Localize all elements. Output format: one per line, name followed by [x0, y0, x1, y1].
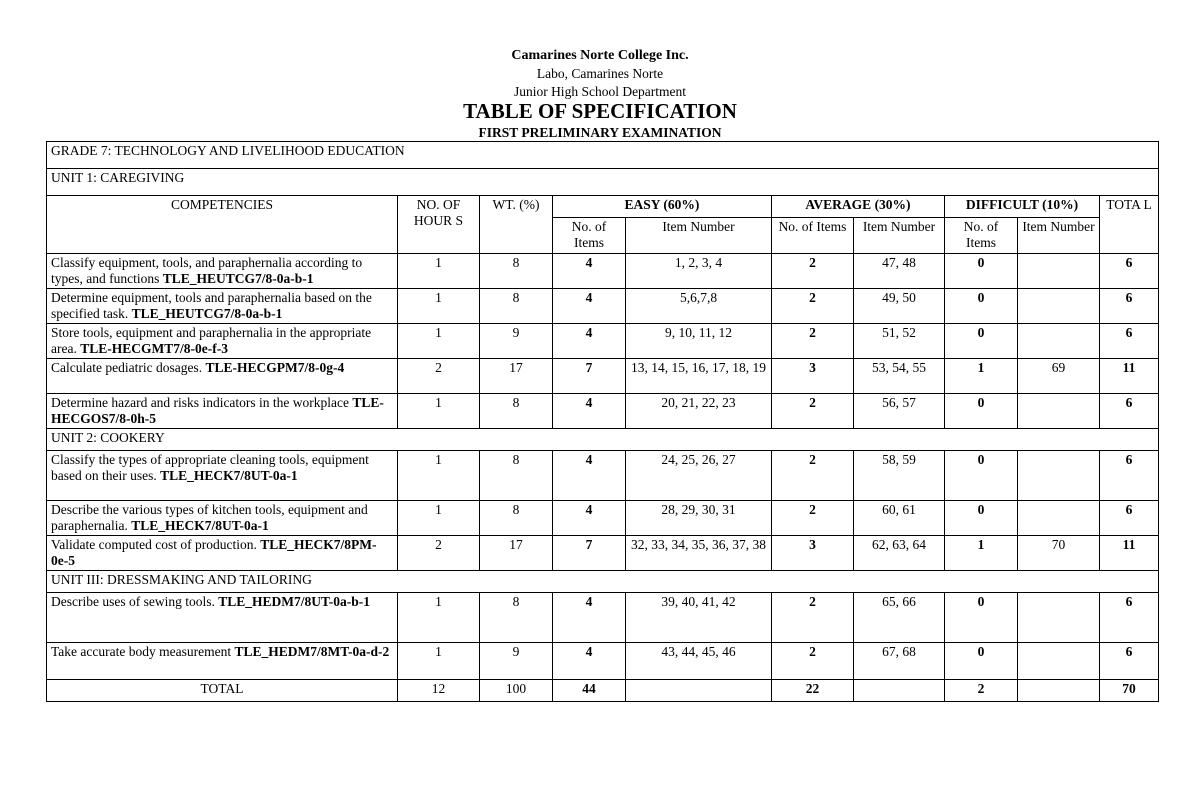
competency-text: Calculate pediatric dosages. [51, 360, 203, 375]
easy-count-cell: 4 [553, 451, 626, 501]
easy-count-cell: 4 [553, 289, 626, 324]
difficult-items-cell [1018, 394, 1100, 429]
average-items-cell: 65, 66 [854, 593, 945, 643]
easy-count-cell: 7 [553, 359, 626, 394]
col-competencies: COMPETENCIES [47, 196, 398, 254]
table-row [47, 643, 1159, 680]
competency-text: Classify the types of appropriate cleaning tools, equipment based on their uses. [51, 452, 369, 483]
difficult-count-cell: 0 [945, 394, 1018, 429]
average-count-cell: 3 [772, 536, 854, 571]
competency-code: TLE_HECK7/8UT-0a-1 [131, 518, 269, 533]
table-row [47, 254, 1159, 289]
weight-cell: 8 [480, 394, 553, 429]
easy-count-cell: 4 [553, 593, 626, 643]
easy-count-cell: 4 [553, 501, 626, 536]
total-difficult-items [1018, 680, 1100, 702]
competency-code: TLE_HEDM7/8MT-0a-d-2 [234, 644, 390, 659]
row-total-cell: 6 [1100, 289, 1159, 324]
average-items-cell: 60, 61 [854, 501, 945, 536]
average-count-cell: 2 [772, 394, 854, 429]
difficult-items-cell: 70 [1018, 536, 1100, 571]
average-items-cell: 56, 57 [854, 394, 945, 429]
easy-items-cell: 20, 21, 22, 23 [626, 394, 772, 429]
difficult-count-cell: 0 [945, 324, 1018, 359]
weight-cell: 17 [480, 536, 553, 571]
easy-count-cell: 4 [553, 394, 626, 429]
competency-cell [47, 254, 398, 289]
col-easy-no-items: No. of Items [553, 218, 626, 254]
competency-code: TLE_HEUTCG7/8-0a-b-1 [131, 306, 283, 321]
row-total-cell: 6 [1100, 501, 1159, 536]
unit-heading: UNIT 1: CAREGIVING [47, 169, 1159, 196]
easy-items-cell: 13, 14, 15, 16, 17, 18, 19 [626, 359, 772, 394]
competency-cell [47, 501, 398, 536]
table-row [47, 593, 1159, 643]
easy-count-cell: 4 [553, 324, 626, 359]
difficult-items-cell [1018, 254, 1100, 289]
total-average-items [854, 680, 945, 702]
difficult-items-cell: 69 [1018, 359, 1100, 394]
difficult-items-cell [1018, 289, 1100, 324]
easy-items-cell: 43, 44, 45, 46 [626, 643, 772, 680]
total-row [47, 680, 1159, 702]
competency-text: Determine equipment, tools and paraphernalia based on the specified task. [51, 290, 372, 321]
easy-items-cell: 24, 25, 26, 27 [626, 451, 772, 501]
total-difficult-count: 2 [945, 680, 1018, 702]
weight-cell: 8 [480, 593, 553, 643]
average-items-cell: 47, 48 [854, 254, 945, 289]
easy-items-cell: 5,6,7,8 [626, 289, 772, 324]
difficult-count-cell: 0 [945, 289, 1018, 324]
row-total-cell: 11 [1100, 359, 1159, 394]
competency-code: TLE_HECK7/8PM-0e-5 [51, 537, 377, 568]
competency-cell [47, 289, 398, 324]
difficult-items-cell [1018, 593, 1100, 643]
difficult-count-cell: 0 [945, 643, 1018, 680]
easy-items-cell: 9, 10, 11, 12 [626, 324, 772, 359]
unit-heading: UNIT III: DRESSMAKING AND TAILORING [47, 571, 1159, 593]
easy-count-cell: 4 [553, 643, 626, 680]
table-row [47, 359, 1159, 394]
col-easy: EASY (60%) [553, 196, 772, 218]
competency-cell [47, 593, 398, 643]
grand-total: 70 [1100, 680, 1159, 702]
weight-cell: 8 [480, 289, 553, 324]
total-hours: 12 [398, 680, 480, 702]
competency-code: TLE-HECGPM7/8-0g-4 [205, 360, 345, 375]
row-total-cell: 6 [1100, 324, 1159, 359]
hours-cell: 1 [398, 324, 480, 359]
grade-heading: GRADE 7: TECHNOLOGY AND LIVELIHOOD EDUCATION [47, 142, 1159, 169]
table-row [47, 324, 1159, 359]
college-name: Camarines Norte College Inc. [511, 48, 689, 63]
hours-cell: 1 [398, 289, 480, 324]
difficult-count-cell: 0 [945, 451, 1018, 501]
easy-items-cell: 28, 29, 30, 31 [626, 501, 772, 536]
difficult-items-cell [1018, 643, 1100, 680]
average-count-cell: 2 [772, 593, 854, 643]
competency-cell [47, 394, 398, 429]
average-count-cell: 2 [772, 289, 854, 324]
competency-text: Store tools, equipment and paraphernalia in the appropriate area. [51, 325, 372, 356]
competency-cell [47, 643, 398, 680]
hours-cell: 2 [398, 536, 480, 571]
competency-cell [47, 451, 398, 501]
average-items-cell: 51, 52 [854, 324, 945, 359]
col-easy-item-number: Item Number [626, 218, 772, 254]
difficult-count-cell: 1 [945, 359, 1018, 394]
competency-text: Classify equipment, tools, and paraphernalia according to types, and functions [51, 255, 363, 286]
col-average: AVERAGE (30%) [772, 196, 945, 218]
weight-cell: 8 [480, 501, 553, 536]
hours-cell: 1 [398, 254, 480, 289]
difficult-count-cell: 0 [945, 254, 1018, 289]
hours-cell: 1 [398, 643, 480, 680]
col-diff-item-number: Item Number [1018, 218, 1100, 254]
total-average-count: 22 [772, 680, 854, 702]
table-row [47, 536, 1159, 571]
average-items-cell: 53, 54, 55 [854, 359, 945, 394]
col-hours: NO. OF HOUR S [398, 196, 480, 254]
weight-cell: 8 [480, 254, 553, 289]
competency-text: Determine hazard and risks indicators in the workplace [51, 395, 350, 410]
competency-text: Describe the various types of kitchen tools, equipment and paraphernalia. [51, 502, 368, 533]
row-total-cell: 6 [1100, 254, 1159, 289]
competency-code: TLE_HEUTCG7/8-0a-b-1 [162, 271, 314, 286]
average-items-cell: 62, 63, 64 [854, 536, 945, 571]
total-easy-items [626, 680, 772, 702]
easy-count-cell: 7 [553, 536, 626, 571]
average-count-cell: 3 [772, 359, 854, 394]
difficult-items-cell [1018, 501, 1100, 536]
difficult-count-cell: 1 [945, 536, 1018, 571]
average-count-cell: 2 [772, 324, 854, 359]
competency-code: TLE_HEDM7/8UT-0a-b-1 [218, 594, 371, 609]
competency-code: TLE-HECGMT7/8-0e-f-3 [80, 341, 228, 356]
total-label: TOTAL [47, 680, 398, 702]
competency-code: TLE-HECGOS7/8-0h-5 [51, 395, 384, 426]
average-items-cell: 49, 50 [854, 289, 945, 324]
competency-cell [47, 536, 398, 571]
hours-cell: 2 [398, 359, 480, 394]
weight-cell: 17 [480, 359, 553, 394]
easy-count-cell: 4 [553, 254, 626, 289]
total-weight: 100 [480, 680, 553, 702]
average-items-cell: 67, 68 [854, 643, 945, 680]
competency-text: Describe uses of sewing tools. [51, 594, 215, 609]
competency-text: Validate computed cost of production. [51, 537, 257, 552]
row-total-cell: 6 [1100, 643, 1159, 680]
competency-text: Take accurate body measurement [51, 644, 232, 659]
difficult-count-cell: 0 [945, 501, 1018, 536]
document-title: TABLE OF SPECIFICATION [463, 99, 737, 123]
weight-cell: 8 [480, 451, 553, 501]
row-total-cell: 6 [1100, 593, 1159, 643]
unit-heading: UNIT 2: COOKERY [47, 429, 1159, 451]
row-total-cell: 6 [1100, 451, 1159, 501]
competency-cell [47, 359, 398, 394]
easy-items-cell: 39, 40, 41, 42 [626, 593, 772, 643]
document-subtitle: FIRST PRELIMINARY EXAMINATION [478, 125, 722, 140]
hours-cell: 1 [398, 501, 480, 536]
average-count-cell: 2 [772, 254, 854, 289]
col-diff-no-items: No. of Items [945, 218, 1018, 254]
easy-items-cell: 1, 2, 3, 4 [626, 254, 772, 289]
table-row [47, 451, 1159, 501]
col-total: TOTA L [1100, 196, 1159, 254]
average-items-cell: 58, 59 [854, 451, 945, 501]
total-easy-count: 44 [553, 680, 626, 702]
table-row [47, 501, 1159, 536]
hours-cell: 1 [398, 394, 480, 429]
col-weight: WT. (%) [480, 196, 553, 254]
difficult-items-cell [1018, 451, 1100, 501]
weight-cell: 9 [480, 324, 553, 359]
hours-cell: 1 [398, 593, 480, 643]
col-difficult: DIFFICULT (10%) [945, 196, 1100, 218]
table-row [47, 289, 1159, 324]
college-location: Labo, Camarines Norte [536, 66, 664, 81]
average-count-cell: 2 [772, 643, 854, 680]
hours-cell: 1 [398, 451, 480, 501]
difficult-items-cell [1018, 324, 1100, 359]
weight-cell: 9 [480, 643, 553, 680]
average-count-cell: 2 [772, 501, 854, 536]
department-name: Junior High School Department [513, 84, 687, 99]
row-total-cell: 6 [1100, 394, 1159, 429]
easy-items-cell: 32, 33, 34, 35, 36, 37, 38 [626, 536, 772, 571]
col-avg-no-items: No. of Items [772, 218, 854, 254]
competency-cell [47, 324, 398, 359]
specification-table [46, 141, 1159, 702]
table-row [47, 394, 1159, 429]
row-total-cell: 11 [1100, 536, 1159, 571]
difficult-count-cell: 0 [945, 593, 1018, 643]
competency-code: TLE_HECK7/8UT-0a-1 [160, 468, 298, 483]
col-avg-item-number: Item Number [854, 218, 945, 254]
average-count-cell: 2 [772, 451, 854, 501]
